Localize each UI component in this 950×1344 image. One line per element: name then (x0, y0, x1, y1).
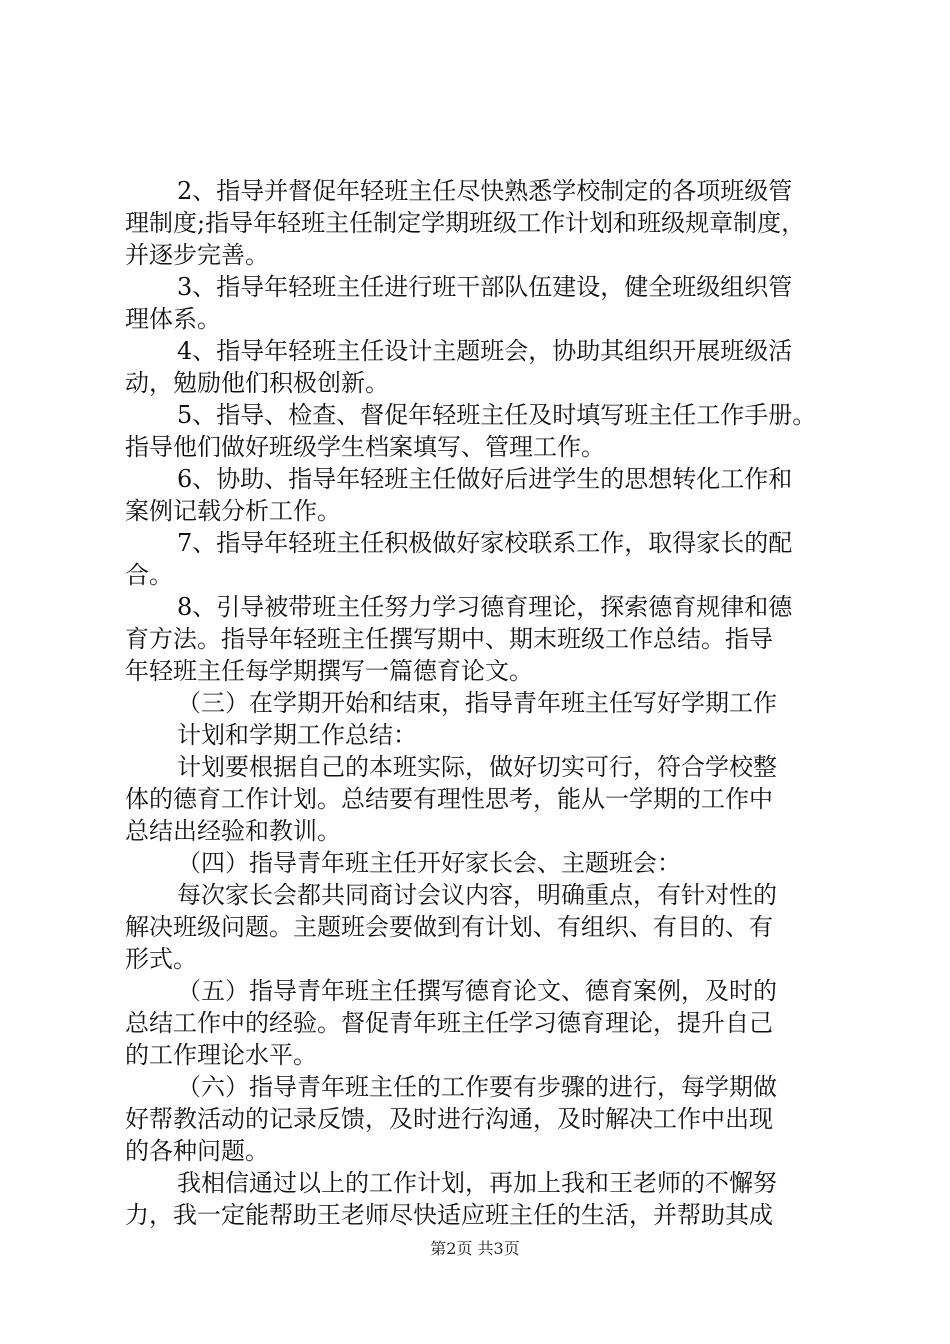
text-line: 形式。 (125, 945, 197, 973)
text-line: 的各种问题。 (125, 1137, 269, 1165)
text-line: 年轻班主任每学期撰写一篇德育论文。 (125, 657, 533, 685)
text-line: 5、指导、检查、督促年轻班主任及时填写班主任工作手册。 (177, 401, 817, 429)
text-line: 并逐步完善。 (125, 241, 269, 269)
text-line: 7、指导年轻班主任积极做好家校联系工作，取得家长的配 (177, 529, 793, 557)
page-number-footer: 第2页 共3页 (430, 1239, 520, 1258)
text-line: 力，我一定能帮助王老师尽快适应班主任的生活，并帮助其成 (125, 1201, 773, 1229)
text-line: 动，勉励他们积极创新。 (125, 369, 389, 397)
text-line: 8、引导被带班主任努力学习德育理论，探索德育规律和德 (177, 593, 793, 621)
text-line: 的工作理论水平。 (125, 1041, 317, 1069)
text-line: 案例记载分析工作。 (125, 497, 341, 525)
text-line: （五）指导青年班主任撰写德育论文、德育案例，及时的 (177, 977, 777, 1005)
text-line: 解决班级问题。主题班会要做到有计划、有组织、有目的、有 (125, 913, 773, 941)
text-line: 计划要根据自己的本班实际，做好切实可行，符合学校整 (177, 753, 777, 781)
text-line: （四）指导青年班主任开好家长会、主题班会： (177, 849, 681, 877)
text-line: 我相信通过以上的工作计划，再加上我和王老师的不懈努 (177, 1169, 777, 1197)
text-line: 总结工作中的经验。督促青年班主任学习德育理论，提升自己 (125, 1009, 773, 1037)
text-line: 计划和学期工作总结： (177, 721, 417, 749)
text-line: 每次家长会都共同商讨会议内容，明确重点，有针对性的 (177, 881, 777, 909)
text-line: 3、指导年轻班主任进行班干部队伍建设，健全班级组织管 (177, 273, 793, 301)
text-line: 2、指导并督促年轻班主任尽快熟悉学校制定的各项班级管 (177, 177, 793, 205)
text-line: 育方法。指导年轻班主任撰写期中、期末班级工作总结。指导 (125, 625, 773, 653)
text-line: 理制度;指导年轻班主任制定学期班级工作计划和班级规章制度， (125, 209, 806, 237)
text-line: （六）指导青年班主任的工作要有步骤的进行，每学期做 (177, 1073, 777, 1101)
text-line: 好帮教活动的记录反馈，及时进行沟通，及时解决工作中出现 (125, 1105, 773, 1133)
text-line: 体的德育工作计划。总结要有理性思考，能从一学期的工作中 (125, 785, 773, 813)
text-line: 指导他们做好班级学生档案填写、管理工作。 (125, 433, 605, 461)
text-line: 理体系。 (125, 305, 221, 333)
text-line: 总结出经验和教训。 (125, 817, 341, 845)
text-line: 6、协助、指导年轻班主任做好后进学生的思想转化工作和 (177, 465, 793, 493)
text-line: 合。 (125, 561, 173, 589)
text-line: （三）在学期开始和结束，指导青年班主任写好学期工作 (177, 689, 777, 717)
text-line: 4、指导年轻班主任设计主题班会，协助其组织开展班级活 (177, 337, 793, 365)
